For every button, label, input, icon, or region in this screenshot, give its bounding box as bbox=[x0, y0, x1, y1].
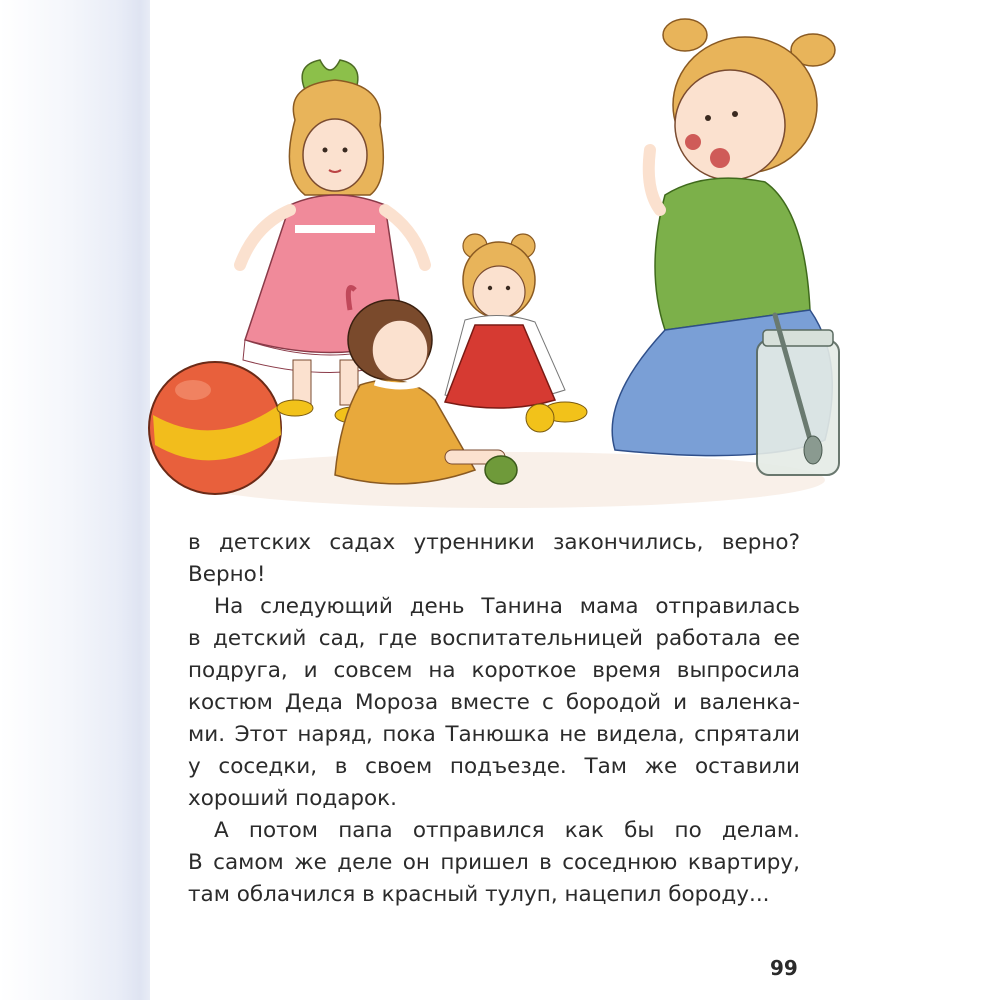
text-line: в детских садах утренники закончились, верно? bbox=[188, 530, 800, 555]
text-line: А потом папа отправился как бы по делам. bbox=[214, 818, 800, 843]
text-line: В самом же деле он пришел в соседнюю квартиру, bbox=[188, 850, 800, 875]
ball-icon bbox=[149, 362, 281, 494]
page-number: 99 bbox=[770, 956, 798, 980]
text-line: На следующий день Танина мама отправилась bbox=[214, 594, 800, 619]
text-line: Верно! bbox=[188, 562, 266, 587]
text-line: в детский сад, где воспитательницей работала ее bbox=[188, 626, 800, 651]
doll-red-overalls bbox=[445, 234, 587, 432]
text-line: у соседки, в своем подъезде. Там же оставили bbox=[188, 754, 800, 779]
illustration bbox=[145, 10, 845, 515]
text-line: ми. Этот наряд, пока Танюшка не видела, спрятали bbox=[188, 722, 800, 747]
text-line: хороший подарок. bbox=[188, 786, 398, 811]
text-line: подруга, и совсем на короткое время выпросила bbox=[188, 658, 800, 683]
page-spine-shadow bbox=[0, 0, 150, 1000]
body-text bbox=[188, 527, 800, 911]
glass-jar-icon bbox=[757, 315, 839, 475]
text-line: там облачился в красный тулуп, нацепил бороду... bbox=[188, 882, 770, 907]
text-line: костюм Деда Мороза вместе с бородой и валенка- bbox=[188, 690, 800, 715]
